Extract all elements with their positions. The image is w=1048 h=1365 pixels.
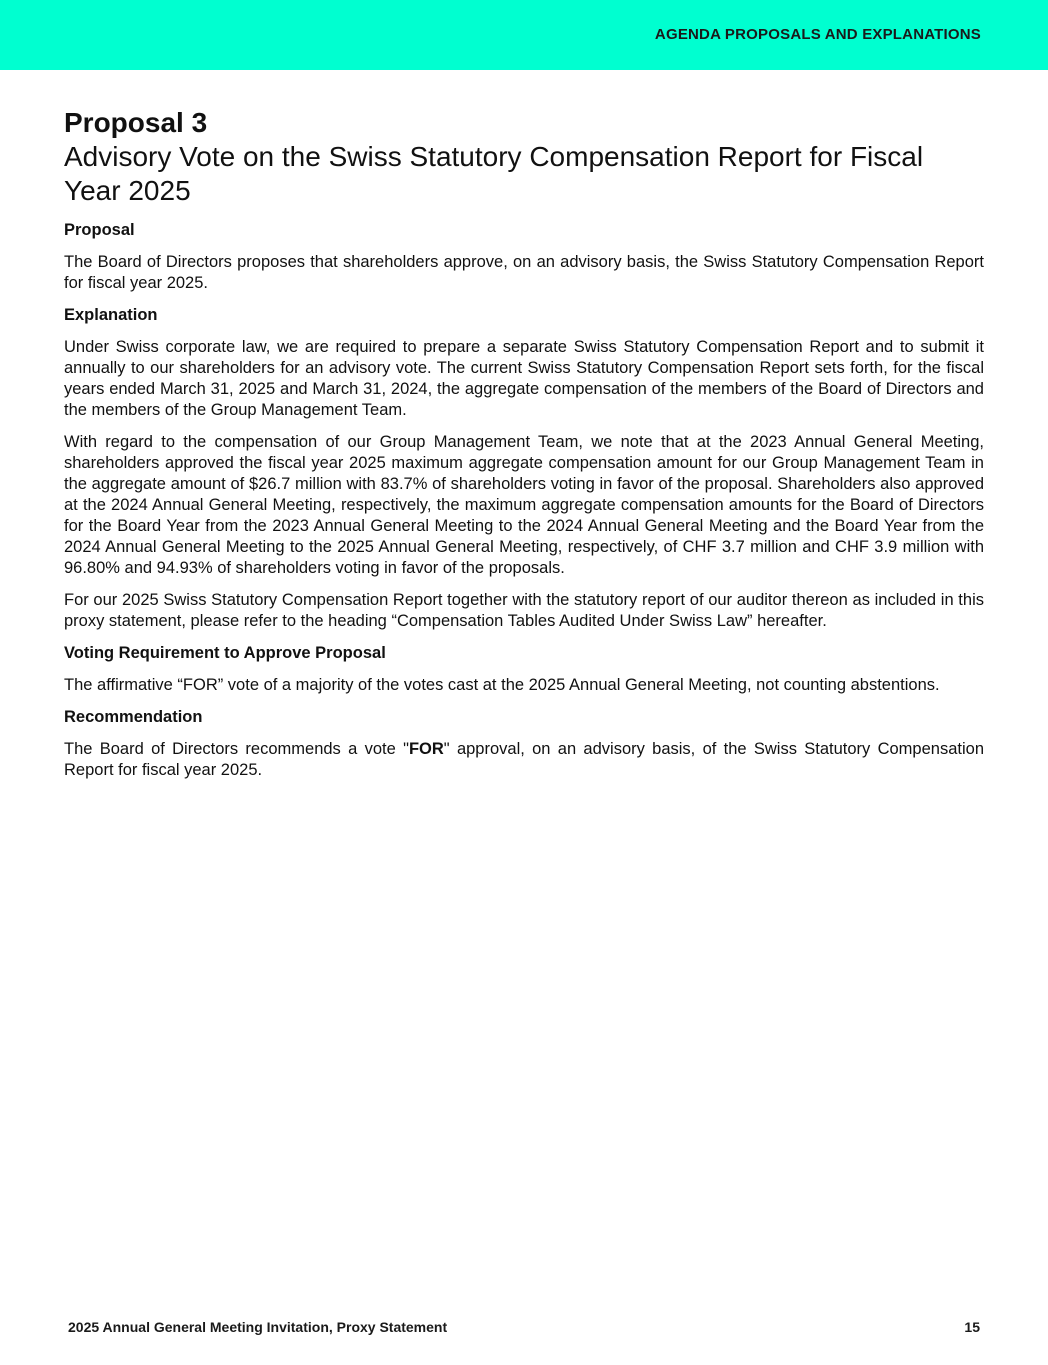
proposal-text: The Board of Directors proposes that shareholders approve, on an advisory basis, the Swiss Statutory Compensation Report for fiscal year 2025. [64, 253, 984, 292]
header-bar [0, 0, 1048, 70]
footer-page-number: 15 [964, 1319, 980, 1335]
explanation-paragraph-2: With regard to the compensation of our Group Management Team, we note that at the 2023 Annual General Meeting, shareholders approved the fiscal year 2025 maximum aggregate compensation amount for our Group Management Team in the aggregate amount of $26.7 million with 83.7% of shareholders voting in favor of the proposal. Shareholders also approved at the 2024 Annual General Meeting, respectively, the maximum aggregate compensation amounts for the Board of Directors for the Board Year from the 2023 Annual General Meeting to the 2024 Annual General Meeting and the Board Year from the 2024 Annual General Meeting to the 2025 Annual General Meeting, respectively, of CHF 3.7 million and CHF 3.9 million with 96.80% and 94.93% of shareholders voting in favor of the proposals. [64, 433, 984, 577]
recommendation-heading: Recommendation [64, 708, 203, 726]
main-content [64, 106, 984, 792]
recommendation-for: FOR [408, 740, 444, 758]
explanation-paragraph-3: For our 2025 Swiss Statutory Compensation Report together with the statutory report of our auditor thereon as included in this proxy statement, please refer to the heading “Compensation Tables Audited Under Swiss Law” hereafter. [64, 591, 984, 630]
explanation-heading: Explanation [64, 306, 158, 324]
proposal-title: Advisory Vote on the Swiss Statutory Compensation Report for Fiscal Year 2025 [64, 141, 924, 206]
header-title: AGENDA PROPOSALS AND EXPLANATIONS [654, 26, 981, 43]
recommendation-prefix: The Board of Directors recommends a vote " [64, 740, 409, 758]
explanation-paragraph-1: Under Swiss corporate law, we are required to prepare a separate Swiss Statutory Compensation Report and to submit it annually to our shareholders for an advisory vote. The current Swiss Statutory Compensation Report sets forth, for the fiscal years ended March 31, 2025 and March 31, 2024, the aggregate compensation of the members of the Board of Directors and the members of the Group Management Team. [64, 338, 984, 419]
recommendation-suffix: " approval, on an advisory basis, of the Swiss Statutory Compensation Report for fiscal year 2025. [64, 740, 984, 779]
recommendation-text [64, 739, 984, 781]
voting-requirement-heading: Voting Requirement to Approve Proposal [64, 644, 386, 662]
footer-document-title: 2025 Annual General Meeting Invitation, Proxy Statement [68, 1319, 448, 1335]
proposal-heading: Proposal [64, 221, 135, 239]
proposal-number: Proposal 3 [64, 107, 208, 138]
voting-requirement-text: The affirmative “FOR” vote of a majority of the votes cast at the 2025 Annual General Meeting, not counting abstentions. [64, 676, 940, 694]
